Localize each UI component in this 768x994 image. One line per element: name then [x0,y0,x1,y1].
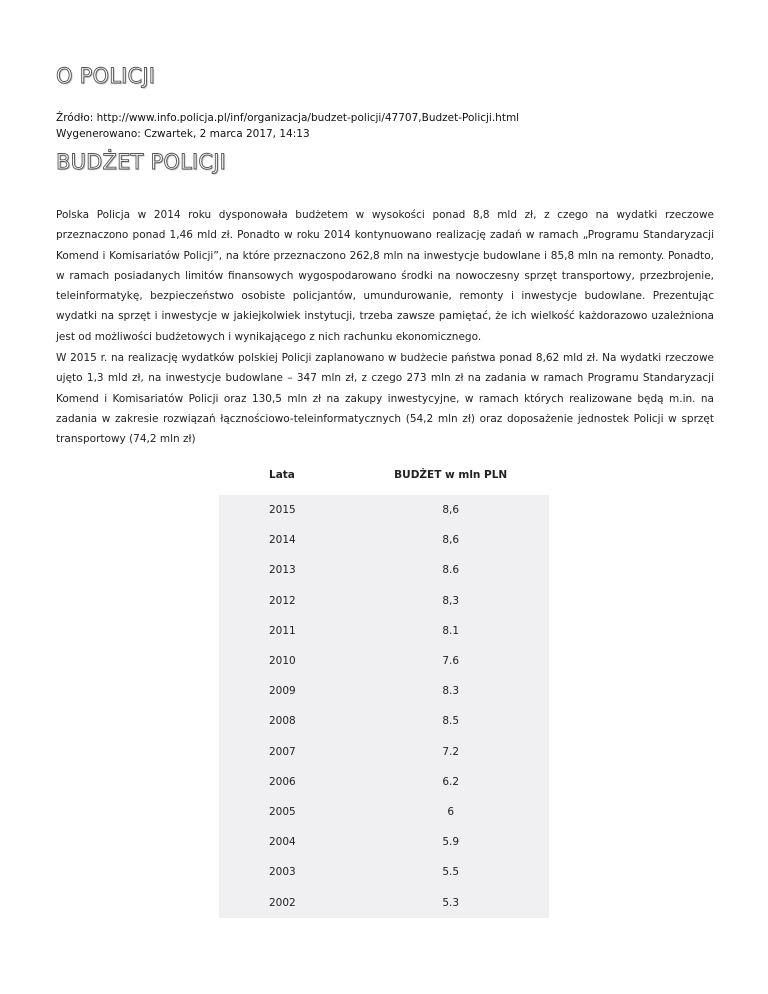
table-row [219,586,549,616]
table-row [219,737,549,767]
year-cell: 2009 [219,676,352,706]
year-cell: 2011 [219,616,352,646]
table-row [219,555,549,585]
year-cell: 2005 [219,797,352,827]
year-cell: 2012 [219,586,352,616]
generated-line: Wygenerowano: Czwartek, 2 marca 2017, 14:13 [56,128,310,140]
site-title: O POLICJI [56,64,156,88]
year-cell: 2002 [219,887,352,917]
year-cell: 2010 [219,646,352,676]
budget-cell: 8.3 [352,676,549,706]
budget-cell: 5.5 [352,857,549,887]
budget-cell: 7.2 [352,737,549,767]
header-budget: BUDŻET w mln PLN [352,455,549,495]
budget-cell: 8.1 [352,616,549,646]
budget-cell: 8.5 [352,706,549,736]
table-row [219,887,549,917]
budget-cell: 7.6 [352,646,549,676]
table-row [219,857,549,887]
table-row [219,616,549,646]
table-header-row [219,455,549,495]
paragraph-1: Polska Policja w 2014 roku dysponowała budżetem w wysokości ponad 8,8 mld zł, z czego na wydatki rzeczowe przeznaczono ponad 1,46 mld zł. Ponadto w roku 2014 kontynuowano realizację zadań w ramach „Programu Standaryzacji Komend i Komisariatów Policji”, na które przeznaczono 262,8 mln na inwestycje budowlane i 85,8 mln na remonty. Ponadto, w ramach posiadanych limitów finansowych wygospodarowano środki na nowoczesny sprzęt transportowy, przezbrojenie, teleinformatykę, bezpieczeństwo osobiste policjantów, umundurowanie, remonty i inwestycje budowlane. Prezentując wydatki na sprzęt i inwestycje w jakiejkolwiek instytucji, trzeba zawsze pamiętać, że ich wielkość każdorazowo uzależniona jest od możliwości budżetowych i wynikającego z nich rachunku ekonomicznego. [56,209,714,343]
budget-table [219,455,549,918]
header-years: Lata [219,455,352,495]
table-row [219,827,549,857]
year-cell: 2008 [219,706,352,736]
year-cell: 2013 [219,555,352,585]
budget-cell: 8.6 [352,555,549,585]
table-row [219,767,549,797]
table-body [219,495,549,918]
year-cell: 2014 [219,525,352,555]
budget-cell: 8,6 [352,495,549,525]
year-cell: 2003 [219,857,352,887]
budget-cell: 5.3 [352,887,549,917]
budget-cell: 8,3 [352,586,549,616]
table-row [219,676,549,706]
budget-cell: 5.9 [352,827,549,857]
table-row [219,797,549,827]
year-cell: 2004 [219,827,352,857]
table-row [219,706,549,736]
budget-cell: 8,6 [352,525,549,555]
year-cell: 2007 [219,737,352,767]
budget-cell: 6.2 [352,767,549,797]
table-row [219,495,549,525]
year-cell: 2015 [219,495,352,525]
document-meta [56,110,519,142]
paragraph-2: W 2015 r. na realizację wydatków polskiej Policji zaplanowano w budżecie państwa ponad 8,62 mld zł. Na wydatki rzeczowe ujęto 1,3 mld zł, na inwestycje budowlane – 347 mln zł, z czego 273 mln zł na zadania w ramach Programu Standaryzacji Komend i Komisariatów Policji oraz 130,5 mln zł na zakupy inwestycyjne, w ramach których realizowane będą m.in. na zadania w zakresie rozwiązań łącznościowo-teleinformatycznych (54,2 mln zł) oraz doposażenie jednostek Policji w sprzęt transportowy (74,2 mln zł) [56,352,714,446]
source-line: Źródło: http://www.info.policja.pl/inf/organizacja/budzet-policji/47707,Budzet-Policji.html [56,112,520,124]
table-row [219,646,549,676]
table-row [219,525,549,555]
year-cell: 2006 [219,767,352,797]
article-title: BUDŻET POLICJI [56,150,227,174]
budget-cell: 6 [352,797,549,827]
